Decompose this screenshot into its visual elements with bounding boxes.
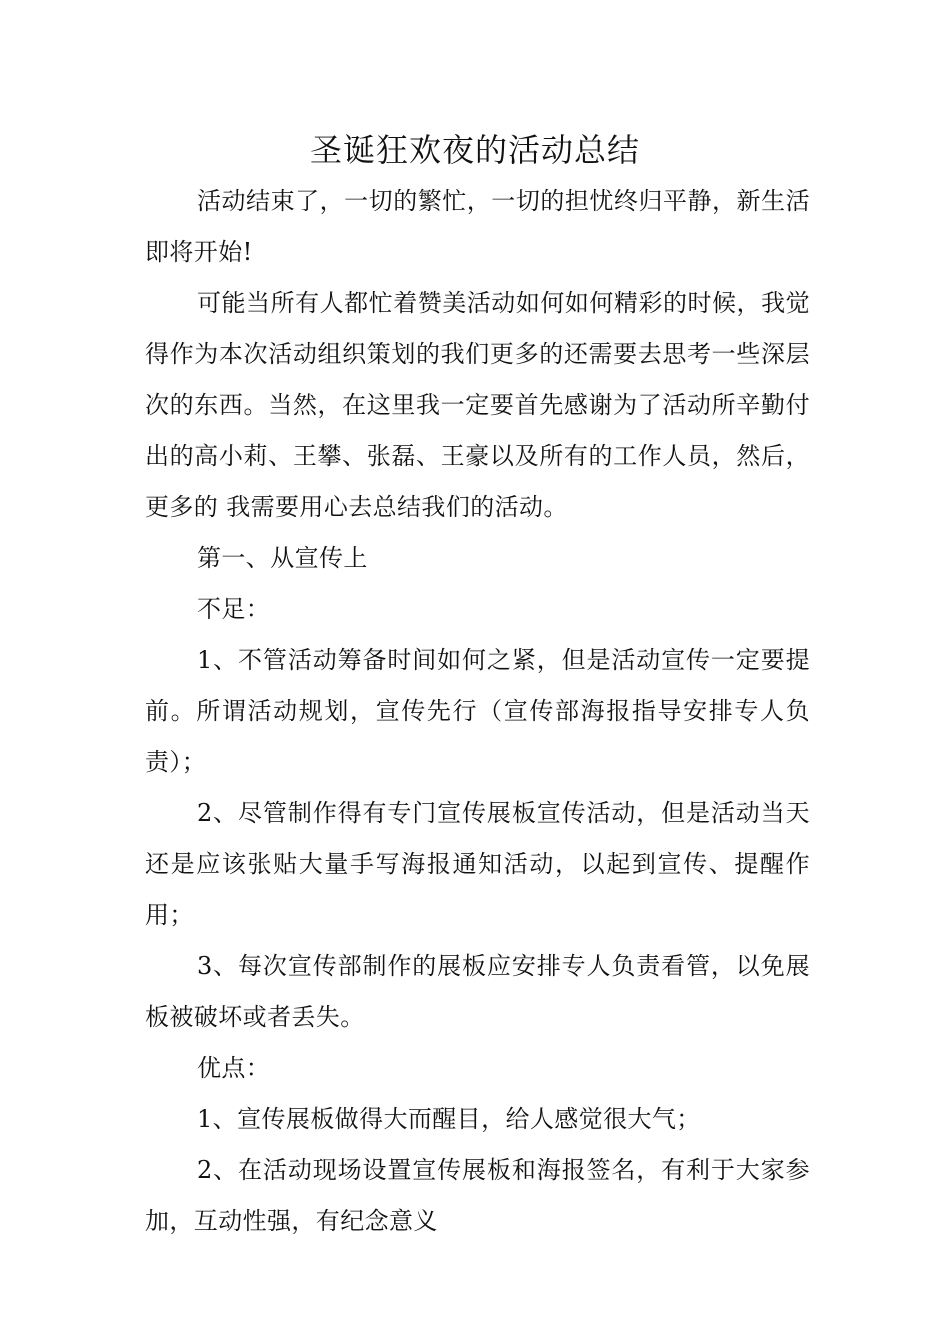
document-title: 圣诞狂欢夜的活动总结 [309,131,640,169]
subheading-strengths: 优点： [197,1054,271,1082]
document-body [145,176,810,1247]
section-heading-publicity: 第一、从宣传上 [197,544,368,572]
list-item-shortcoming-2: 2、尽管制作得有专门宣传展板宣传活动，但是活动当天还是应该张贴大量手写海报通知活动，以起到宣传、提醒作用； [145,799,810,929]
list-item-strength-1: 1、宣传展板做得大而醒目，给人感觉很大气； [197,1105,701,1133]
paragraph-thanks: 可能当所有人都忙着赞美活动如何如何精彩的时候，我觉得作为本次活动组织策划的我们更多的还需要去思考一些深层次的东西。当然，在这里我一定要首先感谢为了活动所辛勤付出的高小莉、王攀、张磊、王豪以及所有的工作人员，然后，更多的 我需要用心去总结我们的活动。 [145,289,810,521]
list-item-shortcoming-1: 1、不管活动筹备时间如何之紧，但是活动宣传一定要提前。所谓活动规划，宣传先行（宣传部海报指导安排专人负责）； [145,646,810,776]
paragraph-intro: 活动结束了，一切的繁忙，一切的担忧终归平静，新生活即将开始! [145,187,810,266]
list-item-shortcoming-3: 3、每次宣传部制作的展板应安排专人负责看管，以免展板被破坏或者丢失。 [145,952,810,1031]
list-item-strength-2: 2、在活动现场设置宣传展板和海报签名，有利于大家参加，互动性强，有纪念意义 [145,1156,810,1235]
subheading-shortcomings: 不足： [197,595,271,623]
